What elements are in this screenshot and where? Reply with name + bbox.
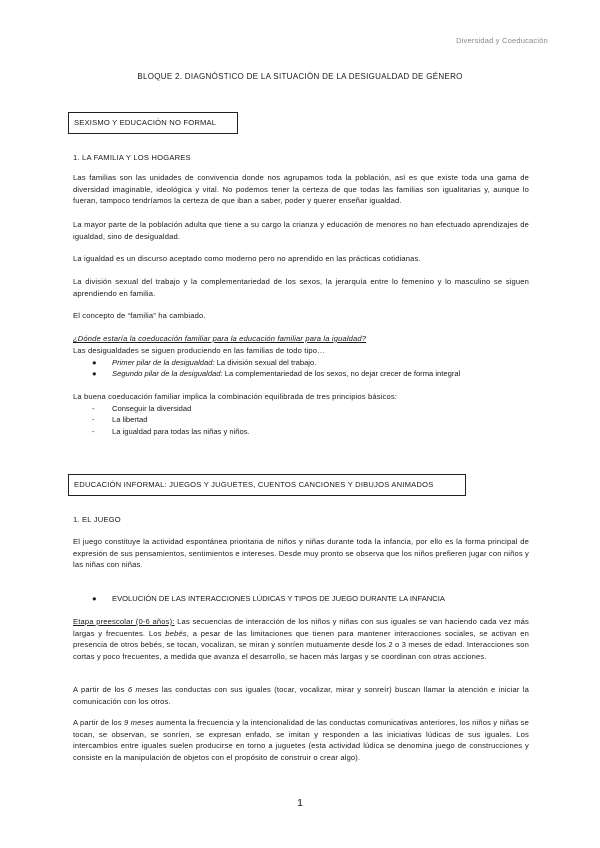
- bloque-title: BLOQUE 2. DIAGNÓSTICO DE LA SITUACIÓN DE LA DESIGUALDAD DE GÉNERO: [137, 72, 463, 81]
- text-span: A partir de los: [73, 718, 124, 727]
- paragraph: El juego constituye la actividad espontánea prioritaria de niños y niñas durante toda la infancia, por ello es la forma principal de expresión de sus pensamientos, sentimientos e intereses. Desde muy pronto se observa que los niños prefieren jugar con niños y las niñas con niñas.: [73, 537, 529, 570]
- list-item: [92, 426, 250, 438]
- page-number: 1: [297, 797, 303, 809]
- section-box-title: EDUCACIÓN INFORMAL: JUEGOS Y JUGUETES, CUENTOS CANCIONES Y DIBUJOS ANIMADOS: [68, 474, 466, 496]
- principle-text: Conseguir la diversidad: [112, 404, 192, 413]
- list-item: [92, 368, 460, 380]
- section-heading: 1. EL JUEGO: [73, 515, 121, 524]
- principle-text: La libertad: [112, 415, 148, 424]
- list-item: [92, 403, 191, 415]
- paragraph: El concepto de “familia” ha cambiado.: [73, 311, 206, 320]
- text-span: 9 meses: [123, 718, 154, 727]
- principle-text: La igualdad para todas las niñas y niños.: [112, 427, 250, 436]
- pillar-label: Segundo pilar de la desigualdad:: [112, 369, 223, 378]
- text-span: Las secuencias de interacción de los niños y niñas con sus iguales se van haciendo cada vez más largas y frecuentes. Los: [73, 617, 529, 638]
- text-span: 6 meses: [127, 685, 159, 694]
- list-item: [92, 357, 316, 369]
- text-span: A partir de los: [73, 685, 128, 694]
- text-span: las conductas con sus iguales (tocar, vocalizar, mirar y sonreír) buscan llamar la atención e iniciar la comunicación con los otros.: [73, 685, 529, 706]
- paragraph: La igualdad es un discurso aceptado como moderno pero no aprendido en las prácticas cotidianas.: [73, 254, 421, 263]
- question-text: ¿Dónde estaría la coeducación familiar para la educación familiar para la igualdad?: [73, 334, 367, 343]
- paragraph: La mayor parte de la población adulta que tiene a su cargo la crianza y educación de menores no han efectuado aprendizajes de igualdad, sino de desigualdad.: [73, 220, 529, 241]
- text-span: , a pesar de las limitaciones que tienen para mantener interacciones sociales, se activan en presencia de otros bebés, se tocan, vocalizan, se miran y sonríen mutuamente desde los 2 o 3 meses de edad. Interacciones son cortas y poco frecuentes, a medida que avanza el desarrollo, se hacen más largas y se coordinan con otras acciones.: [73, 628, 530, 661]
- running-header: Diversidad y Coeducación: [456, 36, 548, 45]
- paragraph: Las desigualdades se siguen produciendo en las familias de todo tipo…: [73, 346, 325, 355]
- paragraph: La buena coeducación familiar implica la combinación equilibrada de tres principios básicos:: [73, 392, 398, 401]
- etapa-label: Etapa preescolar (0-6 años):: [73, 617, 175, 626]
- section-heading: 1. LA FAMILIA Y LOS HOGARES: [73, 153, 191, 162]
- paragraph: [73, 616, 529, 662]
- dash-icon: -: [92, 404, 95, 413]
- list-item: [92, 593, 445, 605]
- dash-icon: -: [92, 427, 95, 436]
- bullet-icon: ●: [92, 358, 97, 367]
- text-span: bebés: [165, 628, 187, 638]
- paragraph: [73, 684, 529, 707]
- bullet-icon: ●: [92, 594, 97, 603]
- paragraph: Las familias son las unidades de convivencia donde nos agrupamos toda la población, así es que existe toda una gama de diversidad imaginable, ideológica y vital. No podemos tener la certeza de que todas las familias son igualitarias y, aunque lo fueran, tampoco tendríamos la certeza de que iban a saber, poder y querer enseñar igualdad.: [73, 173, 529, 206]
- pillar-text: La complementariedad de los sexos, no dejar crecer de forma integral: [222, 369, 461, 378]
- list-item: [92, 414, 147, 426]
- pillar-label: Primer pilar de la desigualdad:: [112, 358, 215, 367]
- question-line: [73, 333, 529, 345]
- section-box-title: SEXISMO Y EDUCACIÓN NO FORMAL: [68, 112, 238, 134]
- pillar-text: La división sexual del trabajo.: [214, 358, 317, 367]
- text-span: aumenta la frecuencia y la intencionalidad de las conductas comunicativas anteriores, los niños y niñas se tocan, se observan, se sonríen, se expresan enfado, se imitan y responden a las iniciativas lúdicas de sus iguales. Los intercambios entre iguales suelen producirse en torno a juguetes (esta actividad lúdica se denomina juego de construcciones y consiste en la manipulación de objetos con el propósito de construir o crear algo).: [73, 718, 529, 762]
- paragraph: La división sexual del trabajo y la complementariedad de los sexos, la jerarquía entre lo femenino y lo masculino se siguen aprendiendo en familia.: [73, 277, 529, 298]
- paragraph: [73, 717, 529, 763]
- bullet-icon: ●: [92, 369, 97, 378]
- dash-icon: -: [92, 415, 95, 424]
- bullet-heading: EVOLUCIÓN DE LAS INTERACCIONES LÚDICAS Y TIPOS DE JUEGO DURANTE LA INFANCIA: [112, 594, 445, 603]
